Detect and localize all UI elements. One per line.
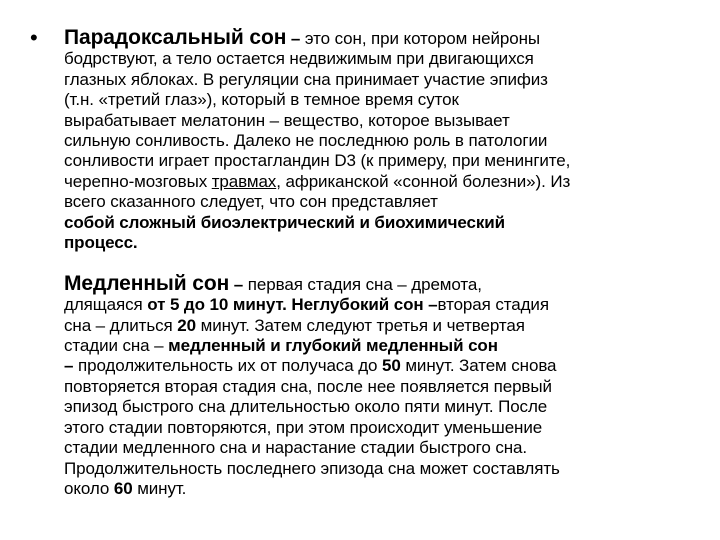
text-fragment: минут. Затем следуют третья и четвертая [195,315,525,335]
text-line: повторяется вторая стадия сна, после нее появляется первый [64,376,552,396]
text-line [64,172,696,192]
text-line [64,271,696,295]
bullet-marker: • [30,25,38,50]
text-line [64,356,696,376]
slow-sleep-paragraph [64,271,696,499]
text-line: всего сказанного следует, что сон представляет [64,192,438,212]
text-line: (т.н. «третий глаз»), который в темное время суток [64,90,459,110]
injuries-link[interactable]: травмах [211,171,277,191]
text-fragment: вторая стадия [437,295,549,315]
bold-number: 50 [382,356,401,376]
paradoxical-sleep-term: Парадоксальный сон [64,26,287,49]
bold-fragment: – [64,356,78,376]
text-line: глазных яблоках. В регуляции сна принимает участие эпифиз [64,69,548,89]
bold-conclusion: собой сложный биоэлектрический и биохимический [64,212,505,232]
text-line [64,213,696,233]
term-dash: – [229,274,248,294]
text-fragment: минут. Затем снова [400,356,557,376]
text-line: этого стадии повторяются, при этом происходит уменьшение [64,417,543,437]
text-line: эпизод быстрого сна длительностью около пяти минут. После [64,397,548,417]
text-fragment: продолжительность их от получаса до [77,356,382,376]
text-fragment: сна – длиться [64,315,178,335]
paradoxical-sleep-paragraph [64,28,696,253]
text-line: сильную сонливость. Далеко не последнюю роль в патологии [64,131,548,151]
bold-number: 60 [113,478,133,498]
text-fragment: это сон, при котором нейроны [304,29,540,48]
bold-fragment: от 5 до 10 минут. Неглубокий сон – [147,295,438,315]
term-dash: – [286,29,305,48]
text-fragment: черепно-мозговых [64,171,212,191]
text-fragment: , африканской «сонной болезни»). Из [276,171,571,191]
text-fragment: около [64,478,114,498]
text-line [64,295,696,315]
bold-number: 20 [177,315,196,335]
text-line: сонливости играет простагландин D3 (к примеру, при менингите, [64,151,571,171]
slow-sleep-term: Медленный сон [64,271,230,295]
text-line [64,28,696,49]
text-line [64,479,696,499]
text-fragment: стадии сна – [64,336,169,356]
text-line: стадии медленного сна и нарастание стадии быстрого сна. [64,438,528,458]
slide-content [64,28,696,499]
text-fragment: первая стадия сна – дремота, [247,274,482,294]
bold-fragment: медленный и глубокий медленный сон [168,336,498,356]
text-fragment: минут. [132,478,187,498]
text-line: бодрствуют, а тело остается недвижимым при двигающихся [64,49,534,69]
text-line: вырабатывает мелатонин – вещество, которое вызывает [64,110,510,130]
text-line [64,336,696,356]
text-line [64,233,696,253]
text-line [64,316,696,336]
bold-conclusion: процесс. [64,233,138,253]
text-fragment: длящаяся [64,295,148,315]
text-line: Продолжительность последнего эпизода сна может составлять [64,458,560,478]
